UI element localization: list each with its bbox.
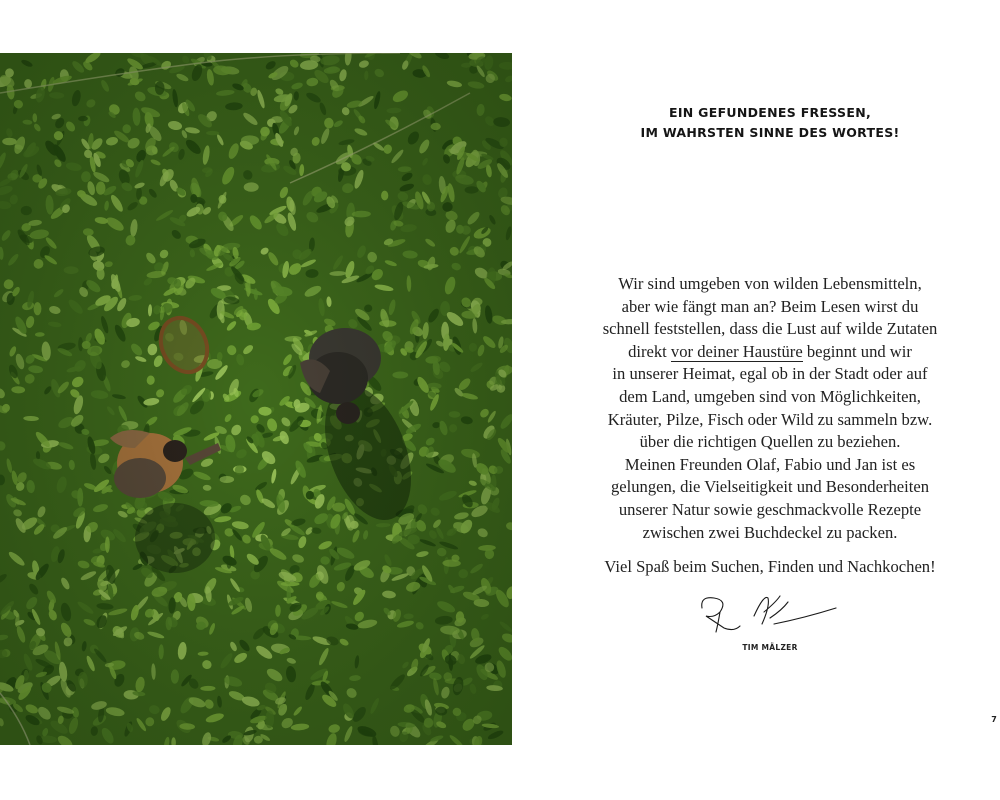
aerial-forest-foragers-photo-icon xyxy=(0,53,512,745)
underlined-phrase: vor deiner Haustüre xyxy=(670,341,803,361)
body-line-segment: beginnt und wir xyxy=(802,341,912,361)
heading-line-1: EIN GEFUNDENES FRESSEN, xyxy=(668,105,872,120)
body-line-segment: direkt xyxy=(628,341,671,361)
body-line xyxy=(560,341,980,364)
body-line: Meinen Freunden Olaf, Fabio und Jan ist es xyxy=(624,454,916,474)
body-line: dem Land, umgeben sind von Möglichkeiten, xyxy=(619,386,921,406)
body-line: Kräuter, Pilze, Fisch oder Wild zu sammeln bzw. xyxy=(607,409,933,429)
heading-line-2: IM WAHRSTEN SINNE DES WORTES! xyxy=(640,125,900,140)
body-line: gelungen, die Vielseitigkeit und Besonderheiten xyxy=(610,477,930,497)
page-number: 7 xyxy=(991,715,997,724)
body-line: schnell feststellen, dass die Lust auf wilde Zutaten xyxy=(602,319,938,339)
body-paragraph xyxy=(560,273,980,544)
handwritten-signature-icon xyxy=(694,588,844,638)
aerial-photo xyxy=(0,53,512,745)
body-line: über die richtigen Quellen zu beziehen. xyxy=(639,432,901,452)
signer-name: TIM MÄLZER xyxy=(742,643,798,652)
body-line: zwischen zwei Buchdeckel zu packen. xyxy=(642,522,898,542)
closing-line: Viel Spaß beim Suchen, Finden und Nachkochen! xyxy=(604,557,936,576)
body-line: unserer Natur sowie geschmackvolle Rezepte xyxy=(618,499,922,519)
body-line: Wir sind umgeben von wilden Lebensmitteln, xyxy=(618,274,922,293)
body-line: in unserer Heimat, egal ob in der Stadt oder auf xyxy=(612,364,928,384)
page-heading xyxy=(580,103,960,143)
body-line: aber wie fängt man an? Beim Lesen wirst du xyxy=(621,296,919,316)
